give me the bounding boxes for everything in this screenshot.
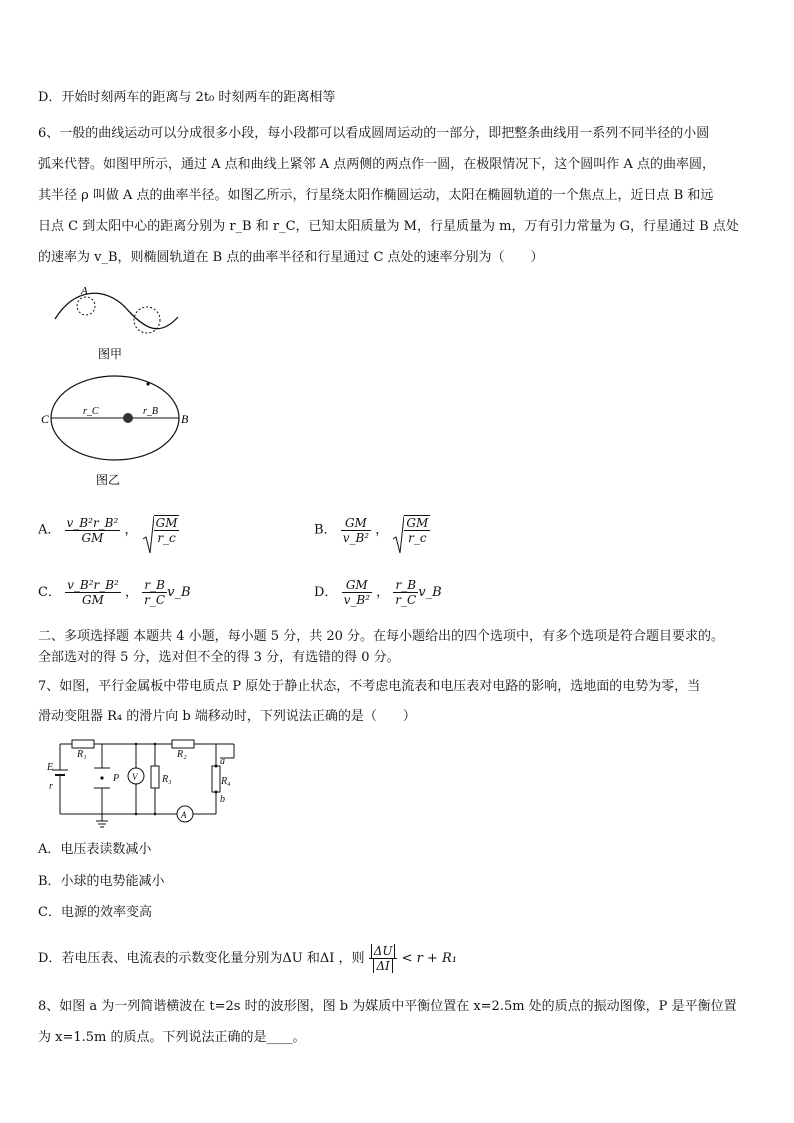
radical-icon [142,515,154,555]
label-b: B [181,412,188,426]
label-slider-a: a [220,756,225,767]
q6-text-line5: 的速率为 v_B，则椭圆轨道在 B 点的曲率半径和行星通过 C 点处的速率分别为（ ） [38,250,544,265]
label-p: P [113,773,120,784]
label-rb: r_B [143,406,158,417]
circuit-diagram [44,736,244,830]
label-a: A [181,810,187,820]
resistor-r4 [212,766,220,792]
label-r4: R₄ [221,776,231,787]
section2-line1: 二、多项选择题 本题共 4 小题，每小题 5 分，共 20 分。在每小题给出的四个选项中，有多个选项是符合题目要求的。 [38,629,725,644]
q6-option-a [38,515,179,545]
label-c: C [41,412,50,426]
option-b-label: B． [314,522,337,538]
q7-option-a: A．电压表读数减小 [38,842,152,857]
denominator: r_c [157,531,176,545]
denominator: r_C [144,593,166,607]
denominator: ΔI [373,959,392,973]
option-a-label: A． [38,522,61,538]
numerator: r_B [142,578,167,593]
numerator: GM [406,516,429,530]
q8-text-line1: 8、如图 a 为一列简谐横波在 t=2s 时的波形图，图 b 为媒质中平衡位置在 x=2.5m 处的质点的振动图像，P 是平衡位置 [38,999,737,1014]
label-slider-b: b [220,794,225,805]
label-v: V [132,772,138,782]
q8-text-line2: 为 x=1.5m 的质点。下列说法正确的是____。 [38,1030,306,1045]
numerator: v_B²r_B² [67,578,119,592]
figure-jia [50,282,185,362]
separator: ， [375,522,389,538]
label-rc: r_C [83,406,99,417]
option-d-label: D． [314,585,338,600]
figure-jia-caption: 图甲 [98,347,123,361]
q6-text-line1: 6、一般的曲线运动可以分成很多小段，每小段都可以看成圆周运动的一部分，即把整条曲线用一系列不同半径的小圆 [38,126,710,141]
resistor-r1 [72,740,94,748]
denominator: GM [81,530,104,545]
resistor-r3 [151,766,159,788]
separator: ， [124,522,138,538]
separator: ， [125,585,139,600]
label-r1: R₁ [77,749,87,760]
option-d-text: D．若电压表、电流表的示数变化量分别为ΔU 和ΔI ，则 [38,951,365,966]
sqrt-expression [142,515,180,545]
q6-text-line3: 其半径 ρ 叫做 A 点的曲率半径。如图乙所示，行星绕太阳作椭圆运动，太阳在椭圆轨道的一个焦点上，近日点 B 和远 [38,188,714,203]
numerator: GM [341,516,371,531]
label-r: r [49,781,53,792]
figure-yi [38,370,188,490]
denominator: r_c [408,531,427,545]
numerator: ΔU [371,944,396,958]
q5-option-d: D．开始时刻两车的距离与 2t₀ 时刻两车的距离相等 [38,90,336,105]
separator: ， [376,585,390,600]
resistor-r2 [172,740,194,748]
q7-option-c: C．电源的效率变高 [38,905,152,920]
denominator: r_C [395,593,417,607]
ratio-fraction [369,944,398,973]
numerator: GM [155,516,178,530]
fraction-2 [393,578,418,607]
numerator: GM [342,578,372,593]
curve [55,293,178,329]
fraction-2 [142,578,167,607]
q7-text-line1: 7、如图，平行金属板中带电质点 P 原处于静止状态，不考虑电流表和电压表对电路的影响，选地面的电势为零，当 [38,679,701,694]
denominator: v_B² [342,530,370,545]
fraction-1 [341,516,371,545]
q6-option-d [314,578,442,607]
sun [123,413,133,423]
velocity-term: v_B [418,585,442,600]
particle-p [100,776,103,779]
point-a-label: A [81,285,88,297]
q7-option-b: B．小球的电势能减小 [38,874,165,889]
velocity-term: v_B [167,585,191,600]
q6-option-b [314,515,430,545]
fraction-1 [342,578,372,607]
fraction-1 [65,578,121,607]
numerator: v_B²r_B² [66,515,119,530]
sqrt-expression [392,515,430,545]
label-r3: R₃ [162,774,172,785]
curvature-circle-small [77,297,95,315]
fraction-1 [65,516,121,545]
option-c-label: C． [38,585,61,600]
inequality-rhs: < r + R₁ [401,951,458,966]
label-e: E [47,762,54,773]
q6-option-c [38,578,191,607]
label-r2: R₂ [177,749,187,760]
figure-yi-caption: 图乙 [96,473,121,487]
q6-text-line4: 日点 C 到太阳中心的距离分别为 r_B 和 r_C，已知太阳质量为 M，行星质量为 m，万有引力常量为 G，行星通过 B 点处 [38,219,739,234]
denominator: v_B² [343,593,370,607]
section2-line2: 全部选对的得 5 分，选对但不全的得 3 分，有选错的得 0 分。 [38,650,400,665]
q7-option-d [38,944,457,973]
planet [146,382,149,385]
q7-text-line2: 滑动变阻器 R₄ 的滑片向 b 端移动时，下列说法正确的是（ ） [38,709,416,724]
q6-text-line2: 弧来代替。如图甲所示，通过 A 点和曲线上紧邻 A 点两侧的两点作一圆，在极限情况下，这个圆叫作 A 点的曲率圆， [38,157,715,172]
denominator: GM [82,593,104,607]
radical-icon [392,515,404,555]
numerator: r_B [393,578,418,593]
